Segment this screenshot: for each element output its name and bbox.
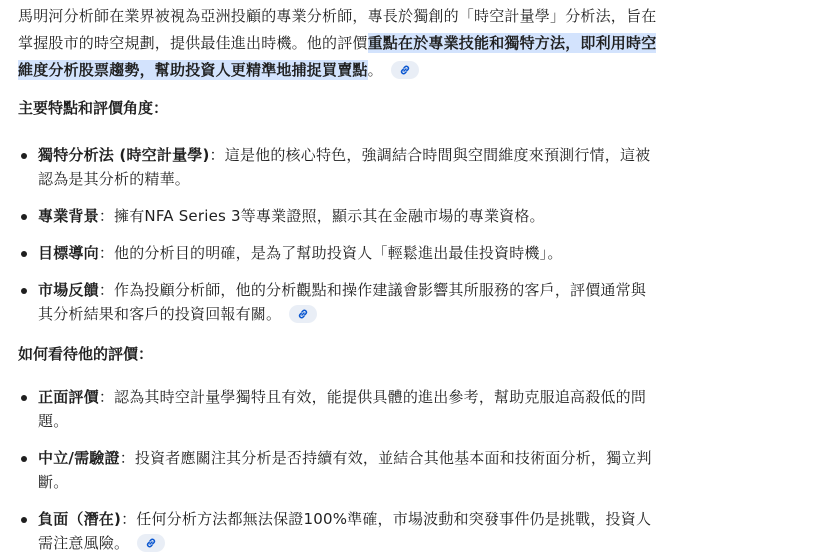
intro-highlight-text: 重點在於專業技能和獨特方法，即利用時空維度分析股票趨勢，幫助投資人更精準地捕捉買賣點: [18, 34, 657, 79]
list-item: [18, 446, 658, 494]
item-desc: ：作為投顧分析師，他的分析觀點和操作建議會影響其所服務的客戶，評價通常與其分析結果和客戶的投資回報有關。: [38, 281, 647, 323]
item-term: 獨特分析法 (時空計量學): [38, 146, 210, 164]
list-item: [18, 143, 658, 191]
item-desc: ：任何分析方法都無法保證100%準確，市場波動和突發事件仍是挑戰，投資人需注意風險。: [38, 510, 652, 552]
link-icon: [399, 64, 411, 76]
list-item: [18, 278, 658, 326]
intro-paragraph: [18, 3, 658, 84]
link-icon: [145, 537, 157, 549]
item-desc: ：認為其時空計量學獨特且有效，能提供具體的進出參考，幫助克服追高殺低的問題。: [38, 388, 647, 430]
intro-text: 馬明河分析師在業界被視為亞洲投顧的專業分析師，專長於獨創的「時空計量學」分析法，旨在掌握股市的時空規劃，提供最佳進出時機。他的評價: [18, 7, 657, 52]
item-desc: ：這是他的核心特色，強調結合時間與空間維度來預測行情，這被認為是其分析的精華。: [38, 146, 651, 188]
features-list: [18, 143, 658, 326]
item-term: 專業背景: [38, 207, 99, 225]
item-term: 市場反饋: [38, 281, 99, 299]
list-item: [18, 507, 658, 555]
evaluation-list: [18, 385, 658, 555]
item-desc: ：擁有NFA Series 3等專業證照，顯示其在金融市場的專業資格。: [98, 207, 545, 225]
section-heading-evaluation: 如何看待他的評價：: [18, 345, 154, 363]
intro-end: 。: [367, 61, 383, 79]
source-link-chip[interactable]: [289, 305, 317, 323]
source-link-chip[interactable]: [137, 534, 165, 552]
item-desc: ：他的分析目的明確，是為了幫助投資人「輕鬆進出最佳投資時機」。: [98, 244, 563, 262]
item-desc: ：投資者應關注其分析是否持續有效，並結合其他基本面和技術面分析，獨立判斷。: [38, 449, 652, 491]
item-term: 目標導向: [38, 244, 99, 262]
item-term: 正面評價: [38, 388, 99, 406]
link-icon: [297, 308, 309, 320]
list-item: [18, 204, 658, 228]
item-term: 中立/需驗證: [38, 449, 120, 467]
section-heading-features: 主要特點和評價角度：: [18, 99, 169, 117]
item-term: 負面（潛在): [38, 510, 122, 528]
source-link-chip[interactable]: [391, 61, 419, 79]
list-item: [18, 385, 658, 433]
list-item: [18, 241, 658, 265]
